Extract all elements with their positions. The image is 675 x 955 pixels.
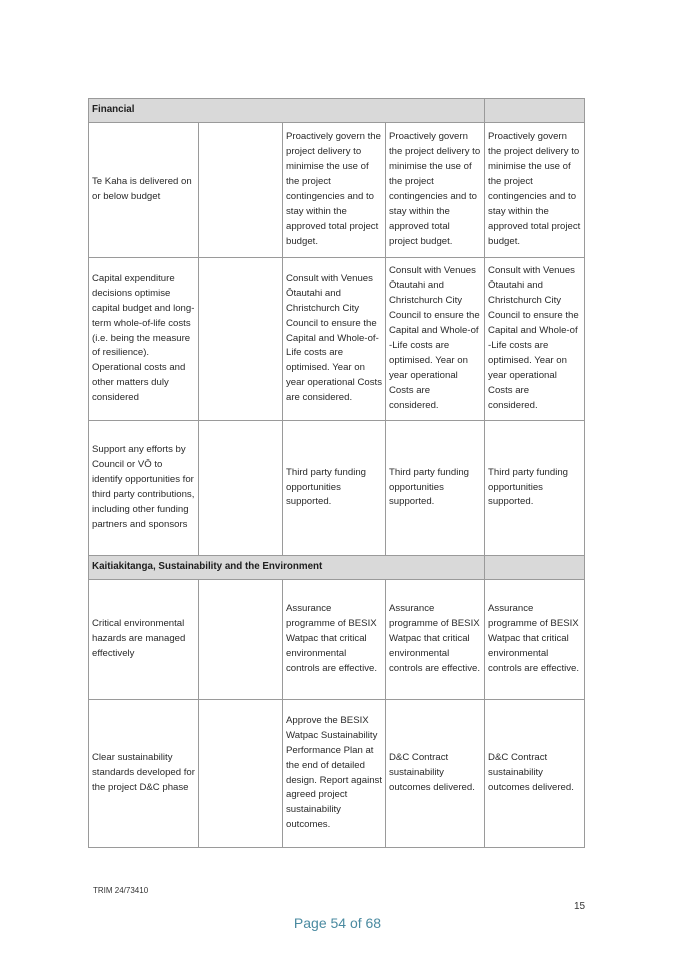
table-row xyxy=(89,258,585,421)
table-row xyxy=(89,580,585,700)
section-header-row xyxy=(89,556,585,580)
criterion-cell: Capital expenditure decisions optimise capital budget and long-term whole-of-life costs (i.e. being the measure of resilience). Operational costs and other matters duly considered xyxy=(89,258,199,421)
table-row xyxy=(89,123,585,258)
section-header-cell xyxy=(485,556,585,580)
criterion-cell: Te Kaha is delivered on or below budget xyxy=(89,123,199,258)
measure-cell: Proactively govern the project delivery to minimise the use of the project contingencies and to stay within the approved total project budget. xyxy=(283,123,386,258)
table-row xyxy=(89,421,585,556)
page-number: 15 xyxy=(574,901,586,912)
section-header-cell xyxy=(485,99,585,123)
measure-cell: Third party funding opportunities supported. xyxy=(283,421,386,556)
criteria-table xyxy=(88,98,585,848)
empty-cell xyxy=(199,123,283,258)
table-row xyxy=(89,700,585,848)
page-of-total: Page 54 of 68 xyxy=(293,915,382,931)
section-header-row xyxy=(89,99,585,123)
measure-cell: D&C Contract sustainability outcomes delivered. xyxy=(485,700,585,848)
section-title: Kaitiakitanga, Sustainability and the Environment xyxy=(89,556,485,580)
measure-cell: Assurance programme of BESIX Watpac that critical environmental controls are effective. xyxy=(485,580,585,700)
trim-reference: TRIM 24/73410 xyxy=(93,886,149,895)
measure-cell: Assurance programme of BESIX Watpac that critical environmental controls are effective. xyxy=(386,580,485,700)
measure-cell: Third party funding opportunities supported. xyxy=(386,421,485,556)
empty-cell xyxy=(199,258,283,421)
measure-cell: Consult with Venues Ōtautahi and Christchurch City Council to ensure the Capital and Whole-of -Life costs are optimised. Year on year operational Costs are considered. xyxy=(485,258,585,421)
section-title: Financial xyxy=(89,99,485,123)
empty-cell xyxy=(199,580,283,700)
measure-cell: Third party funding opportunities supported. xyxy=(485,421,585,556)
measure-cell: Consult with Venues Ōtautahi and Christchurch City Council to ensure the Capital and Whole-of-Life costs are optimised. Year on year operational Costs are considered. xyxy=(283,258,386,421)
empty-cell xyxy=(199,700,283,848)
criterion-cell: Critical environmental hazards are managed effectively xyxy=(89,580,199,700)
measure-cell: Proactively govern the project delivery to minimise the use of the project contingencies and to stay within the approved total project budget. xyxy=(386,123,485,258)
criterion-cell: Support any efforts by Council or VŌ to identify opportunities for third party contributions, including other funding partners and sponsors xyxy=(89,421,199,556)
measure-cell: D&C Contract sustainability outcomes delivered. xyxy=(386,700,485,848)
measure-cell: Approve the BESIX Watpac Sustainability Performance Plan at the end of detailed design. Report against agreed project sustainability outcomes. xyxy=(283,700,386,848)
empty-cell xyxy=(199,421,283,556)
criterion-cell: Clear sustainability standards developed for the project D&C phase xyxy=(89,700,199,848)
measure-cell: Consult with Venues Ōtautahi and Christchurch City Council to ensure the Capital and Whole-of -Life costs are optimised. Year on year operational Costs are considered. xyxy=(386,258,485,421)
measure-cell: Assurance programme of BESIX Watpac that critical environmental controls are effective. xyxy=(283,580,386,700)
measure-cell: Proactively govern the project delivery to minimise the use of the project contingencies and to stay within the approved total project budget. xyxy=(485,123,585,258)
